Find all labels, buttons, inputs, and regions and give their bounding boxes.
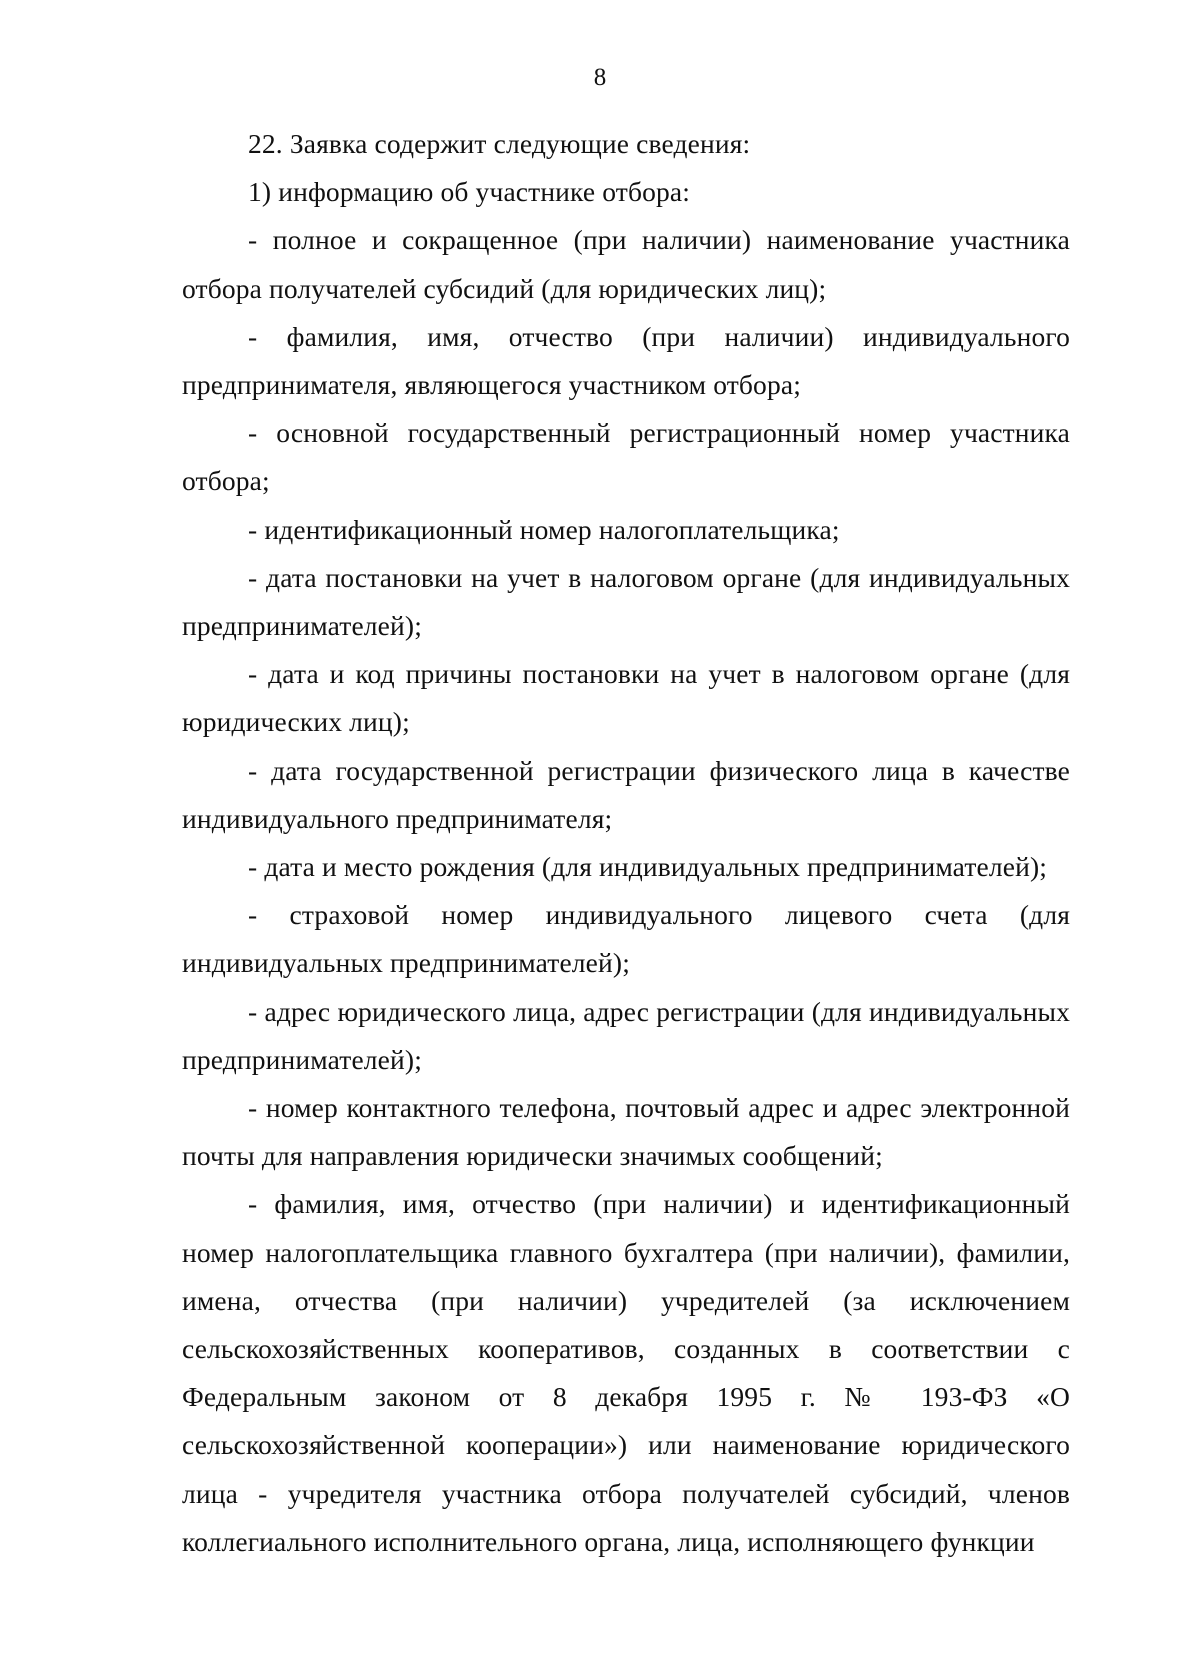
paragraph-birth-date-place: - дата и место рождения (для индивидуальных предпринимателей); [248,851,1048,883]
paragraph-clause-22: 22. Заявка содержит следующие сведения: [248,128,751,159]
paragraph-contacts: - номер контактного телефона, почтовый адрес и адрес электронной почты для направления юридически значимых сообщений; [182,1092,1070,1172]
paragraph-snils: - страховой номер индивидуального лицевого счета (для индивидуальных предпринимателей); [182,899,1070,979]
page-number: 8 [593,64,607,91]
document-body [182,120,1070,1566]
paragraph-item-1: 1) информацию об участнике отбора: [248,176,691,208]
paragraph-tax-registration-date: - дата постановки на учет в налоговом органе (для индивидуальных предпринимателей); [182,561,1070,642]
paragraph-kpp: - дата и код причины постановки на учет в налоговом органе (для юридических лиц); [182,658,1070,738]
paragraph-inn: - идентификационный номер налогоплательщика; [248,513,840,545]
paragraph-address: - адрес юридического лица, адрес регистрации (для индивидуальных предпринимателей); [182,995,1070,1075]
paragraph-ogrn: - основной государственный регистрационный номер участника отбора; [182,417,1070,497]
paragraph-founders: - фамилия, имя, отчество (при наличии) и идентификационный номер налогоплательщика главного бухгалтера (при наличии), фамилии, имена, отчества (при наличии) учредителей (за исключением сельскохозяйственных кооперативов, созданных в соответствии с Федеральным законом от 8 декабря 1995 г. № 193-ФЗ «О сельскохозяйственной кооперации») или наименование юридического лица - учредителя участника отбора получателей субсидий, членов коллегиального исполнительного органа, лица, исполняющего функции [182,1188,1070,1557]
paragraph-entrepreneur-name: - фамилия, имя, отчество (при наличии) индивидуального предпринимателя, являющегося участником отбора; [182,320,1070,401]
paragraph-full-name: - полное и сокращенное (при наличии) наименование участника отбора получателей субсидий (для юридических лиц); [182,224,1070,304]
paragraph-state-registration-date: - дата государственной регистрации физического лица в качестве индивидуального предпринимателя; [182,754,1070,834]
